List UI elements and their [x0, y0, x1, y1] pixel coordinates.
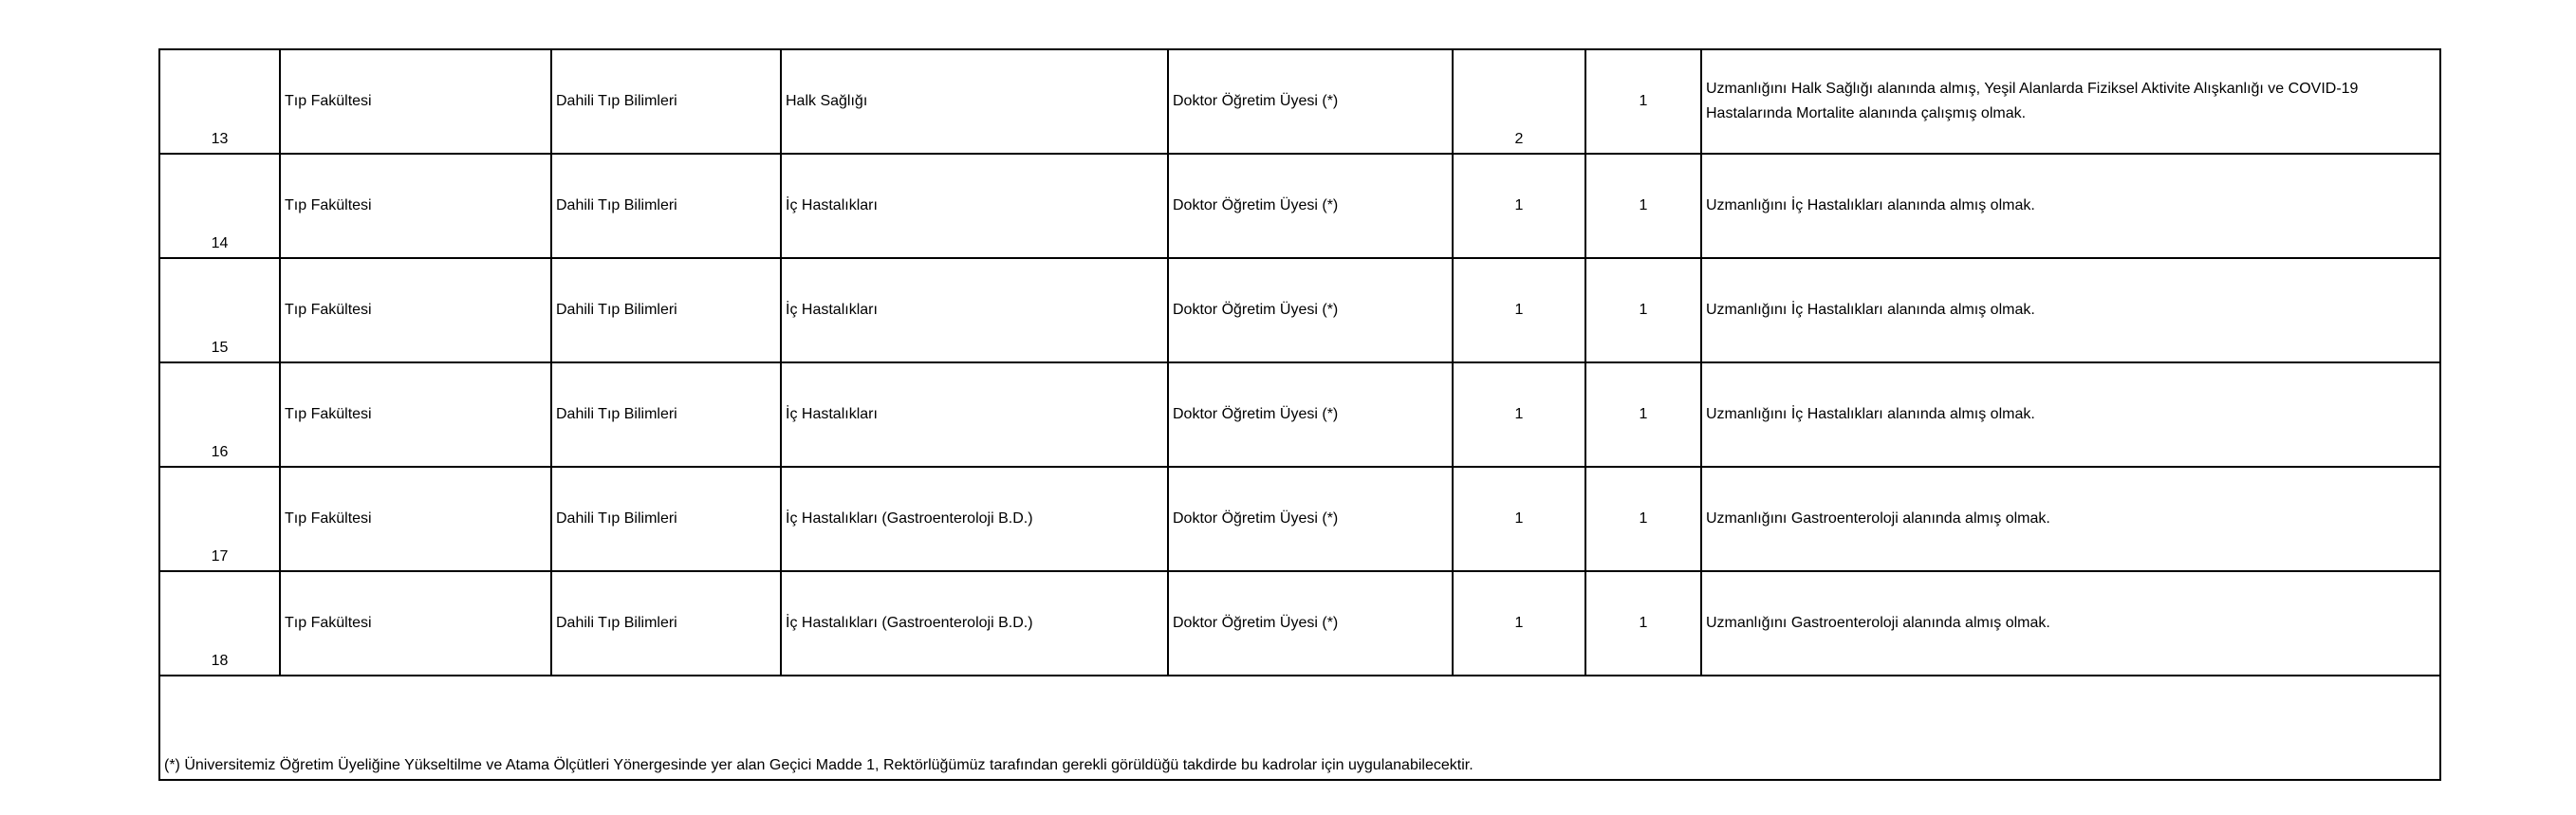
positions-count-cell: 2	[1453, 49, 1585, 154]
table-row	[159, 258, 2440, 362]
department-cell: Dahili Tıp Bilimleri	[551, 154, 781, 258]
requirement-cell: Uzmanlığını Gastroenteroloji alanında almış olmak.	[1701, 467, 2440, 571]
faculty-cell: Tıp Fakültesi	[280, 258, 551, 362]
division-cell: İç Hastalıkları	[781, 258, 1168, 362]
row-number: 17	[159, 467, 280, 571]
degree-cell: 1	[1585, 571, 1701, 676]
department-cell: Dahili Tıp Bilimleri	[551, 258, 781, 362]
degree-cell: 1	[1585, 362, 1701, 467]
department-cell: Dahili Tıp Bilimleri	[551, 571, 781, 676]
table-row	[159, 571, 2440, 676]
division-cell: İç Hastalıkları (Gastroenteroloji B.D.)	[781, 467, 1168, 571]
division-cell: İç Hastalıkları	[781, 362, 1168, 467]
title-cell: Doktor Öğretim Üyesi (*)	[1168, 571, 1453, 676]
table-row	[159, 467, 2440, 571]
footnote-row	[159, 676, 2440, 780]
requirement-cell: Uzmanlığını Halk Sağlığı alanında almış, Yeşil Alanlarda Fiziksel Aktivite Alışkanlığı ve COVID-19 Hastalarında Mortalite alanında çalışmış olmak.	[1701, 49, 2440, 154]
positions-count-cell: 1	[1453, 362, 1585, 467]
division-cell: İç Hastalıkları	[781, 154, 1168, 258]
row-number: 13	[159, 49, 280, 154]
degree-cell: 1	[1585, 49, 1701, 154]
title-cell: Doktor Öğretim Üyesi (*)	[1168, 362, 1453, 467]
division-cell: İç Hastalıkları (Gastroenteroloji B.D.)	[781, 571, 1168, 676]
degree-cell: 1	[1585, 154, 1701, 258]
positions-count-cell: 1	[1453, 154, 1585, 258]
row-number: 18	[159, 571, 280, 676]
division-cell: Halk Sağlığı	[781, 49, 1168, 154]
requirement-cell: Uzmanlığını Gastroenteroloji alanında almış olmak.	[1701, 571, 2440, 676]
title-cell: Doktor Öğretim Üyesi (*)	[1168, 49, 1453, 154]
positions-count-cell: 1	[1453, 258, 1585, 362]
table-row	[159, 362, 2440, 467]
staff-table-sheet	[158, 48, 2439, 781]
row-number: 16	[159, 362, 280, 467]
positions-count-cell: 1	[1453, 571, 1585, 676]
row-number: 15	[159, 258, 280, 362]
table-row	[159, 154, 2440, 258]
footnote-text: (*) Üniversitemiz Öğretim Üyeliğine Yükseltilme ve Atama Ölçütleri Yönergesinde yer alan Geçici Madde 1, Rektörlüğümüz tarafından gerekli görüldüğü takdirde bu kadrolar için uygulanabilecektir.	[159, 676, 2440, 780]
faculty-cell: Tıp Fakültesi	[280, 571, 551, 676]
faculty-cell: Tıp Fakültesi	[280, 362, 551, 467]
department-cell: Dahili Tıp Bilimleri	[551, 362, 781, 467]
faculty-cell: Tıp Fakültesi	[280, 467, 551, 571]
degree-cell: 1	[1585, 467, 1701, 571]
table-body	[159, 49, 2440, 780]
table-row	[159, 49, 2440, 154]
faculty-cell: Tıp Fakültesi	[280, 49, 551, 154]
requirement-cell: Uzmanlığını İç Hastalıkları alanında almış olmak.	[1701, 258, 2440, 362]
department-cell: Dahili Tıp Bilimleri	[551, 49, 781, 154]
staff-positions-table	[158, 48, 2441, 781]
requirement-cell: Uzmanlığını İç Hastalıkları alanında almış olmak.	[1701, 154, 2440, 258]
title-cell: Doktor Öğretim Üyesi (*)	[1168, 258, 1453, 362]
positions-count-cell: 1	[1453, 467, 1585, 571]
degree-cell: 1	[1585, 258, 1701, 362]
faculty-cell: Tıp Fakültesi	[280, 154, 551, 258]
department-cell: Dahili Tıp Bilimleri	[551, 467, 781, 571]
row-number: 14	[159, 154, 280, 258]
title-cell: Doktor Öğretim Üyesi (*)	[1168, 154, 1453, 258]
requirement-cell: Uzmanlığını İç Hastalıkları alanında almış olmak.	[1701, 362, 2440, 467]
title-cell: Doktor Öğretim Üyesi (*)	[1168, 467, 1453, 571]
